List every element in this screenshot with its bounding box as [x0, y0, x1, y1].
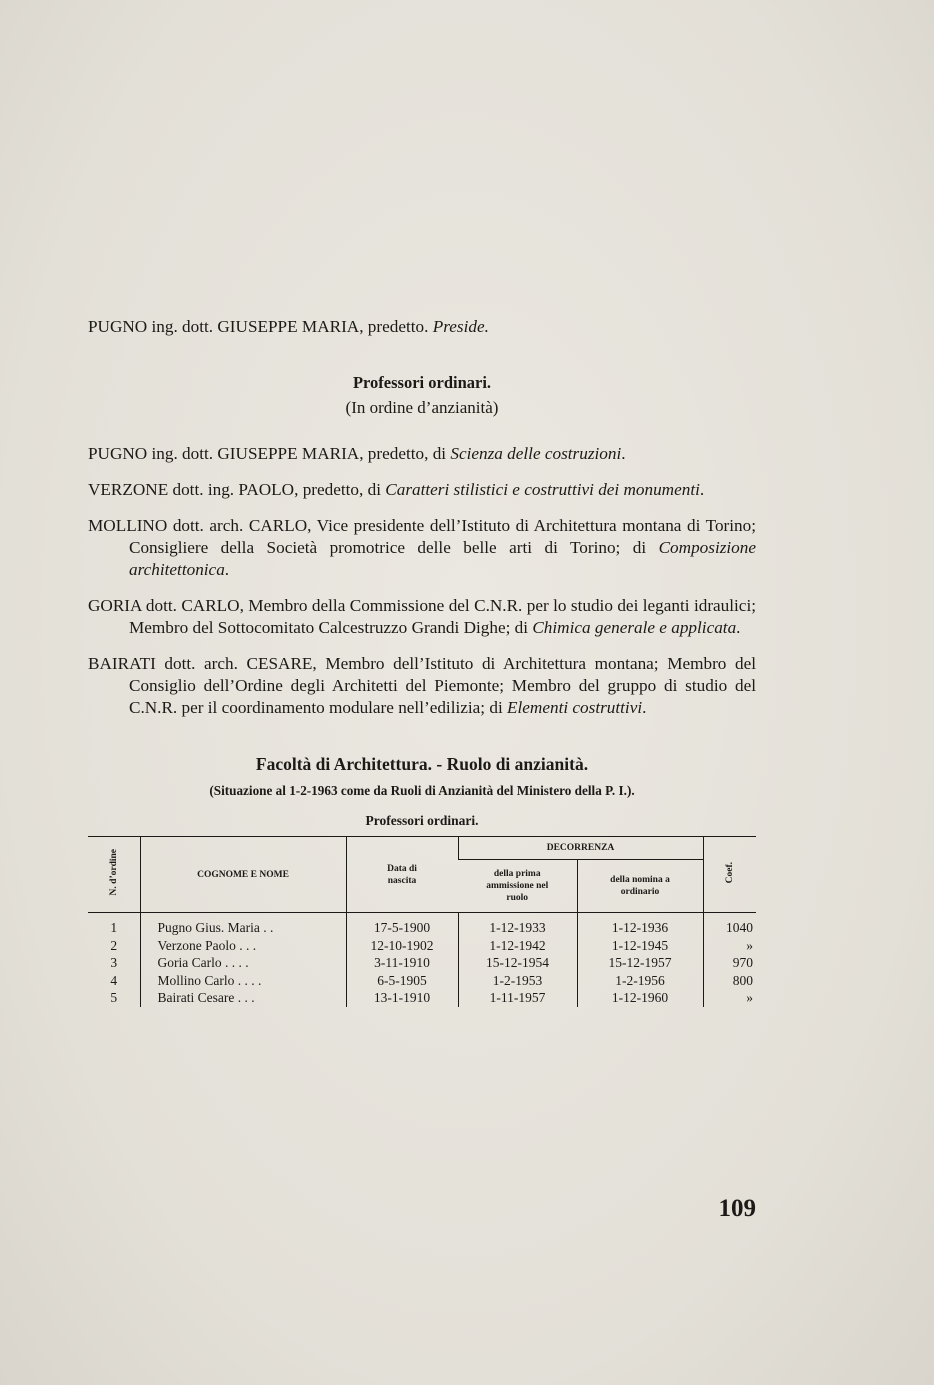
entry-end: . — [736, 618, 741, 637]
header-decorrenza: DECORRENZA — [458, 837, 703, 860]
table-row — [88, 937, 756, 955]
entry-subject: Chimica generale e applicata — [532, 618, 737, 637]
page-content — [88, 316, 756, 1007]
header-cognome-nome: COGNOME E NOME — [140, 837, 346, 913]
preside-entry — [88, 316, 756, 338]
faculty-roll-title: Facoltà di Architettura. - Ruolo di anzianità. — [255, 754, 589, 774]
table-row — [88, 972, 756, 990]
row-coefficient: » — [703, 989, 756, 1007]
row-number: 5 — [110, 990, 118, 1006]
professor-entry-mollino — [88, 515, 756, 581]
entry-end: . — [621, 444, 626, 463]
row-name: Pugno Gius. Maria . . — [140, 913, 346, 937]
faculty-roll-professori-ordinari: Professori ordinari. — [365, 813, 479, 828]
header-data-nascita: Data di nascita — [346, 837, 458, 913]
row-name: Verzone Paolo . . . — [140, 937, 346, 955]
professor-entry-pugno — [88, 443, 756, 465]
row-number: 2 — [110, 937, 118, 953]
row-ordinary-appointment: 15-12-1957 — [577, 954, 703, 972]
row-ordinary-appointment: 1-12-1960 — [577, 989, 703, 1007]
row-number: 3 — [110, 955, 118, 971]
entry-subject: Scienza delle costruzioni — [450, 444, 622, 463]
row-coefficient: 1040 — [703, 913, 756, 937]
row-birth-date: 17-5-1900 — [346, 913, 458, 937]
table-row — [88, 954, 756, 972]
row-number: 1 — [110, 920, 118, 936]
header-nomina-ordinario: della nomina a ordinario — [577, 860, 703, 913]
row-coefficient: 970 — [703, 954, 756, 972]
row-ordinary-appointment: 1-2-1956 — [577, 972, 703, 990]
entry-text: BAIRATI dott. arch. CESARE, Membro dell’Istituto di Architettura montana; Membro del Consiglio dell’Ordine degli Architetti del Piemonte; Membro del gruppo di studio del C.N.R. per il coordinamento modulare nell’edilizia; di — [88, 654, 756, 717]
preside-name: PUGNO ing. dott. GIUSEPPE MARIA, predetto. — [88, 317, 429, 336]
professor-entry-verzone — [88, 479, 756, 501]
row-ordinary-appointment: 1-12-1936 — [577, 913, 703, 937]
entry-text: GORIA dott. CARLO, Membro della Commissione del C.N.R. per lo studio dei leganti idraulici; Membro del Sottocomitato Calcestruzzo Grandi Dighe; di — [88, 596, 756, 637]
entry-text: PUGNO ing. dott. GIUSEPPE MARIA, predetto, di — [88, 444, 451, 463]
preside-role: Preside. — [432, 317, 489, 336]
row-first-admission: 1-12-1933 — [458, 913, 577, 937]
header-n-ordine: N. d’ordine — [88, 837, 140, 913]
table-row — [88, 913, 756, 937]
header-coef: Coef. — [703, 837, 756, 913]
section-subtitle-anzianita: (In ordine d’anzianità) — [345, 398, 499, 417]
seniority-table — [88, 836, 756, 1007]
page-number: 109 — [718, 1195, 756, 1222]
table-row — [88, 989, 756, 1007]
row-first-admission: 1-2-1953 — [458, 972, 577, 990]
entry-subject: Composizione architettonica — [129, 538, 756, 579]
row-name: Goria Carlo . . . . — [140, 954, 346, 972]
entry-subject: Caratteri stilistici e costruttivi dei monumenti — [385, 480, 700, 499]
row-first-admission: 1-12-1942 — [458, 937, 577, 955]
row-ordinary-appointment: 1-12-1945 — [577, 937, 703, 955]
row-birth-date: 6-5-1905 — [346, 972, 458, 990]
row-number: 4 — [110, 972, 118, 988]
row-first-admission: 15-12-1954 — [458, 954, 577, 972]
entry-end: . — [699, 480, 705, 499]
row-coefficient: 800 — [703, 972, 756, 990]
header-prima-ammissione: della prima ammissione nel ruolo — [458, 860, 577, 913]
entry-end: . — [642, 698, 647, 717]
row-coefficient: » — [703, 937, 756, 955]
faculty-roll-situation: (Situazione al 1-2-1963 come da Ruoli di Anzianità del Ministero della P. I.). — [209, 783, 635, 798]
row-birth-date: 12-10-1902 — [346, 937, 458, 955]
entry-text: MOLLINO dott. arch. CARLO, Vice presidente dell’Istituto di Architettura montana di Torino; Consigliere della Società promotrice delle belle arti di Torino; di — [88, 516, 756, 557]
entry-subject: Elementi costruttivi — [507, 698, 643, 717]
row-first-admission: 1-11-1957 — [458, 989, 577, 1007]
entry-end: . — [224, 560, 230, 579]
entry-text: VERZONE dott. ing. PAOLO, predetto, di — [88, 480, 386, 499]
professor-entry-goria — [88, 595, 756, 639]
row-name: Bairati Cesare . . . — [140, 989, 346, 1007]
section-title-professori-ordinari: Professori ordinari. — [352, 373, 492, 392]
row-birth-date: 13-1-1910 — [346, 989, 458, 1007]
row-name: Mollino Carlo . . . . — [140, 972, 346, 990]
row-birth-date: 3-11-1910 — [346, 954, 458, 972]
professor-entry-bairati — [88, 653, 756, 719]
